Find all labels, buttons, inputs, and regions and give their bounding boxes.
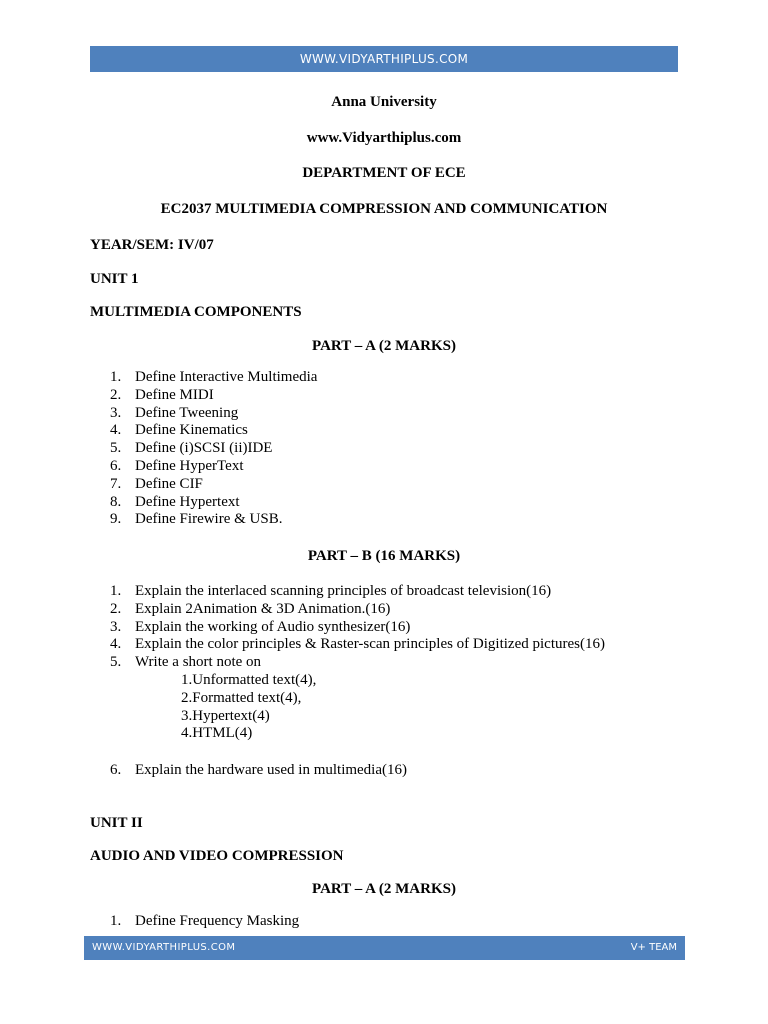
unit2-part-a-heading: PART – A (2 MARKS) <box>312 881 456 897</box>
list-item: 6. Explain the hardware used in multimedia(16) <box>110 762 407 778</box>
footer-banner <box>84 936 685 960</box>
list-item: 7. Define CIF <box>110 475 203 492</box>
unit1-topic: MULTIMEDIA COMPONENTS <box>90 304 302 320</box>
unit1-part-a-heading: PART – A (2 MARKS) <box>312 338 456 354</box>
sublist-item: 3.Hypertext(4) <box>181 707 270 724</box>
list-item: 1. Define Frequency Masking <box>110 913 300 929</box>
list-item: 4. Define Kinematics <box>110 422 248 439</box>
year-sem: YEAR/SEM: IV/07 <box>90 237 214 253</box>
unit2-topic: AUDIO AND VIDEO COMPRESSION <box>90 848 344 864</box>
short-note-sublist <box>181 672 316 743</box>
university-title: Anna University <box>331 94 437 110</box>
unit1-part-a-list <box>110 369 317 529</box>
unit1-part-b-list <box>110 583 605 672</box>
unit2-title: UNIT II <box>90 815 143 831</box>
list-item: 1. Explain the interlaced scanning principles of broadcast television(16) <box>110 583 552 599</box>
list-item: 5. Define (i)SCSI (ii)IDE <box>110 440 273 457</box>
footer-team: V+ TEAM <box>630 942 677 953</box>
list-item: 6. Define HyperText <box>110 457 244 474</box>
list-item: 8. Define Hypertext <box>110 493 240 510</box>
sublist-item: 1.Unformatted text(4), <box>181 672 317 688</box>
list-item: 1. Define Interactive Multimedia <box>110 369 318 385</box>
sublist-item: 4.HTML(4) <box>181 725 253 742</box>
list-item: 9. Define Firewire & USB. <box>110 511 283 528</box>
footer-website: WWW.VIDYARTHIPLUS.COM <box>92 942 236 953</box>
list-item: 4. Explain the color principles & Raster-scan principles of Digitized pictures(16) <box>110 636 605 653</box>
sublist-item: 2.Formatted text(4), <box>181 689 302 706</box>
list-item: 2. Explain 2Animation & 3D Animation.(16) <box>110 600 391 617</box>
list-item: 5. Write a short note on <box>110 654 262 671</box>
unit1-part-b-item6 <box>110 762 407 780</box>
website-line: www.Vidyarthiplus.com <box>306 130 462 146</box>
list-item: 2. Define MIDI <box>110 386 214 403</box>
unit1-title: UNIT 1 <box>90 271 139 287</box>
header-banner: WWW.VIDYARTHIPLUS.COM <box>90 46 678 72</box>
unit2-part-a-list <box>110 913 299 931</box>
list-item: 3. Define Tweening <box>110 404 239 421</box>
department-line: DEPARTMENT OF ECE <box>302 165 466 181</box>
unit1-part-b-heading: PART – B (16 MARKS) <box>307 548 461 564</box>
list-item: 3. Explain the working of Audio synthesizer(16) <box>110 618 411 635</box>
course-title: EC2037 MULTIMEDIA COMPRESSION AND COMMUNICATION <box>160 201 608 217</box>
